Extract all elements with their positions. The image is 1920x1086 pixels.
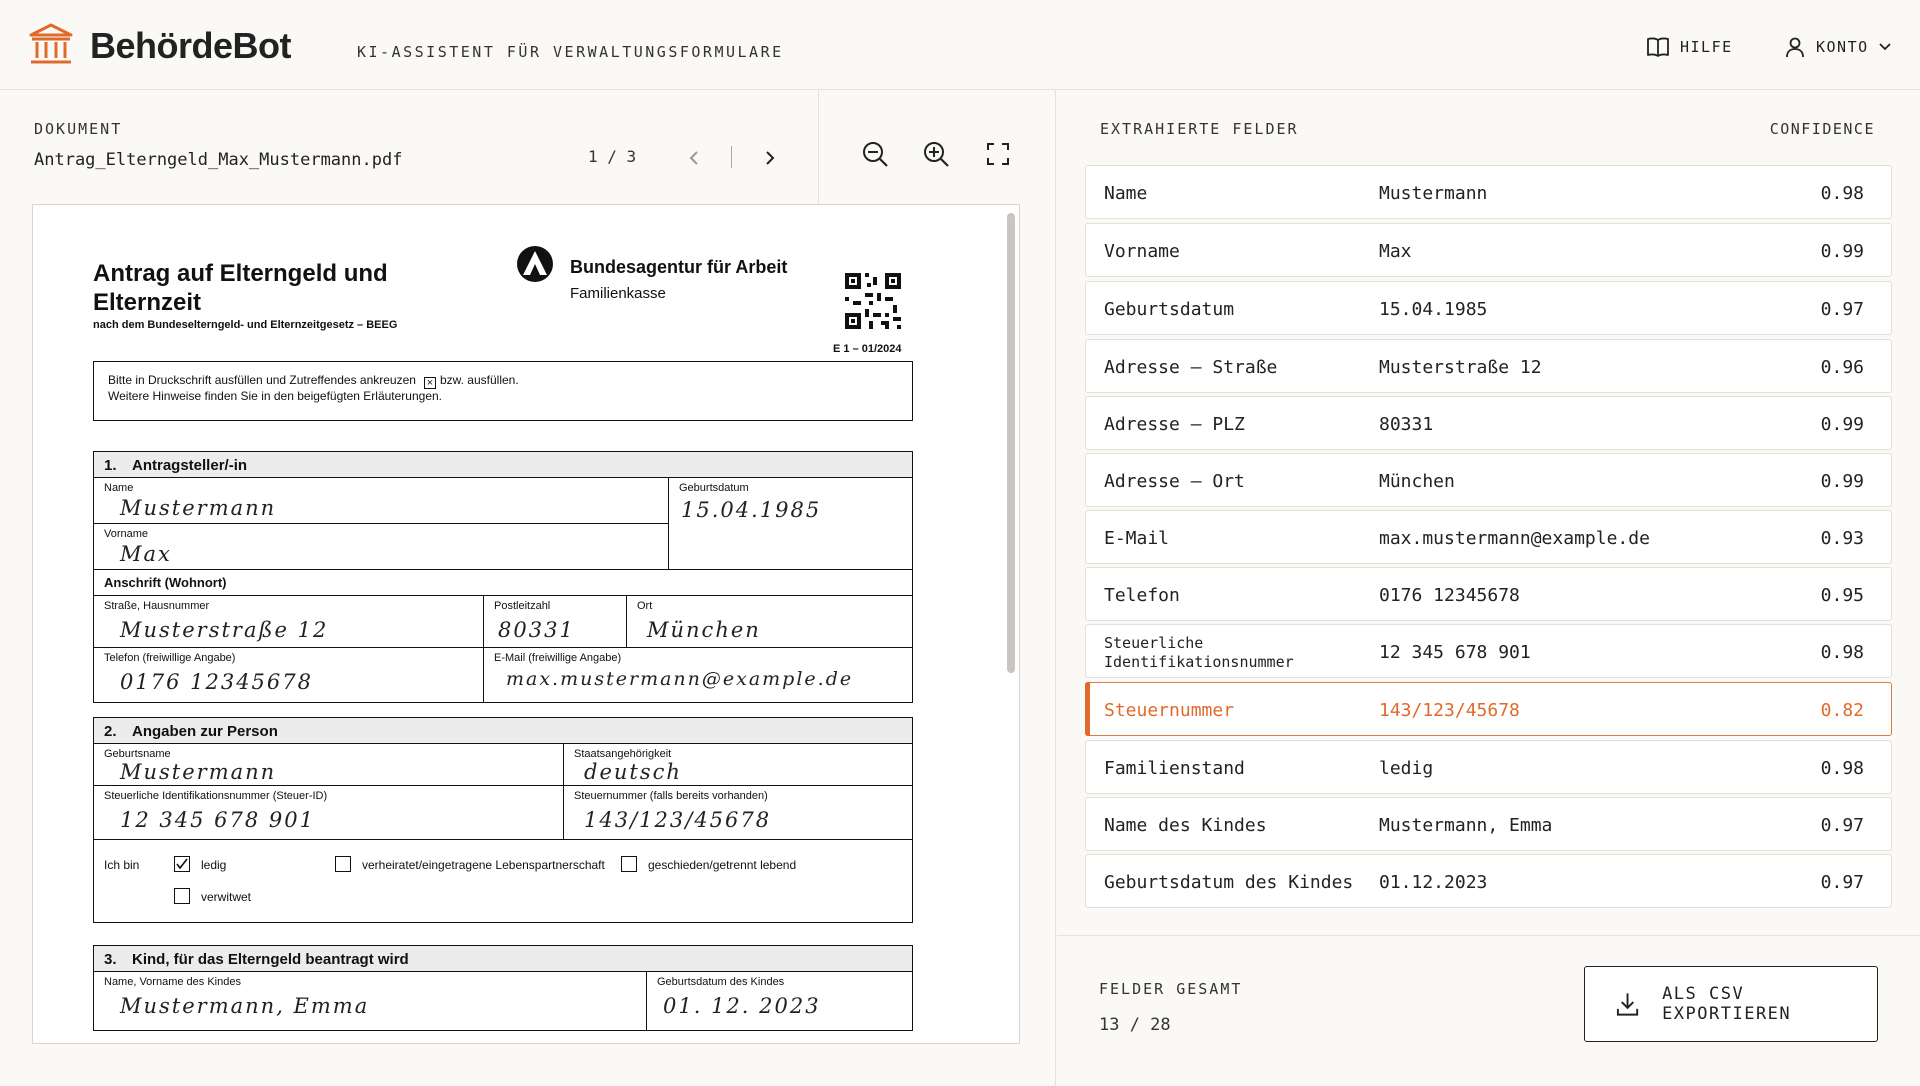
chevron-down-icon (1879, 43, 1891, 51)
field-name-line1: Steuerliche (1104, 634, 1204, 652)
field-row-steuernummer-highlighted[interactable]: Steuernummer 143/123/45678 0.82 (1085, 682, 1892, 736)
field-row-kind-name[interactable]: Name des Kindes Mustermann, Emma 0.97 (1085, 797, 1892, 851)
field-name-line2: Identifikationsnummer (1104, 653, 1294, 671)
footer-divider (1057, 935, 1920, 936)
book-icon (1646, 36, 1670, 58)
form-field-child-name[interactable]: Name, Vorname des Kindes Mustermann, Emma (94, 972, 647, 1030)
form-section-applicant (93, 451, 913, 703)
form-field-child-dob[interactable]: Geburtsdatum des Kindes 01. 12. 2023 (657, 976, 821, 1018)
form-title (93, 259, 433, 317)
form-field-name[interactable]: Name Mustermann (94, 478, 669, 524)
user-icon (1784, 36, 1806, 58)
total-fields-value: 13 / 28 (1099, 1015, 1171, 1035)
form-section-person (93, 717, 913, 923)
zoom-in-icon (922, 140, 950, 168)
form-code: E 1 – 01/2024 (833, 343, 902, 355)
help-label: HILFE (1680, 38, 1733, 56)
chevron-right-icon (765, 150, 775, 166)
form-field-email[interactable]: E-Mail (freiwillige Angabe) max.mustermann@example.de (494, 652, 854, 690)
form-field-taxnum[interactable]: Steuernummer (falls bereits vorhanden) 143/123/45678 (564, 786, 912, 840)
hint-text-1: Bitte in Druckschrift ausfüllen und Zutreffendes ankreuzen (108, 373, 416, 387)
document-section-label: DOKUMENT (34, 120, 123, 138)
form-field-taxid[interactable]: Steuerliche Identifikationsnummer (Steuer-ID) 12 345 678 901 (94, 786, 564, 840)
checkbox-verheiratet[interactable] (335, 856, 351, 872)
crossed-box-icon: × (424, 377, 436, 389)
agency-name: Bundesagentur für Arbeit (570, 257, 788, 277)
account-menu-button[interactable] (1784, 36, 1891, 58)
option-verwitwet-label: verwitwet (201, 890, 252, 904)
app-title: BehördeBot (90, 25, 291, 66)
viewer-scrollbar[interactable] (1007, 213, 1015, 673)
help-button[interactable] (1646, 36, 1733, 58)
document-viewer[interactable] (32, 204, 1020, 1044)
field-row-familienstand[interactable]: Familienstand ledig 0.98 (1085, 740, 1892, 794)
form-hint-box (93, 361, 913, 421)
fullscreen-button[interactable] (980, 136, 1016, 172)
field-row-strasse[interactable]: Adresse – Straße Musterstraße 12 0.96 (1085, 339, 1892, 393)
pager-separator (731, 146, 732, 168)
agency-subtitle: Familienkasse (570, 285, 666, 302)
qr-code-icon (845, 273, 901, 329)
option-verheiratet-label: verheiratet/eingetragene Lebenspartnerschaft (362, 858, 605, 872)
option-ledig-label: ledig (201, 858, 227, 872)
field-row-plz[interactable]: Adresse – PLZ 80331 0.99 (1085, 396, 1892, 450)
account-label: KONTO (1816, 38, 1869, 56)
document-panel (0, 90, 1056, 1086)
section-header: 2. Angaben zur Person (94, 718, 912, 744)
field-row-kind-geburtsdatum[interactable]: Geburtsdatum des Kindes 01.12.2023 0.97 (1085, 854, 1892, 908)
toolbar-divider (818, 90, 819, 205)
hint-text-2: bzw. ausfüllen. (439, 373, 519, 387)
confidence-header: CONFIDENCE (1769, 120, 1875, 138)
field-row-steuer-id[interactable]: Steuerliche Identifikationsnummer 12 345 678 901 0.98 (1085, 624, 1892, 678)
zoom-in-button[interactable] (918, 136, 954, 172)
form-field-nationality[interactable]: Staatsangehörigkeit deutsch (564, 744, 912, 786)
prev-page-button[interactable] (680, 144, 708, 172)
document-filename: Antrag_Elterngeld_Max_Mustermann.pdf (34, 150, 403, 170)
export-csv-label: ALS CSV EXPORTIEREN (1662, 984, 1792, 1024)
zoom-out-button[interactable] (857, 136, 893, 172)
form-field-vorname[interactable]: Vorname Max (94, 524, 669, 570)
next-page-button[interactable] (756, 144, 784, 172)
checkbox-verwitwet[interactable] (174, 888, 190, 904)
form-field-phone[interactable]: Telefon (freiwillige Angabe) 0176 12345678 (94, 648, 484, 702)
field-row-ort[interactable]: Adresse – Ort München 0.99 (1085, 453, 1892, 507)
export-csv-button[interactable] (1584, 966, 1878, 1042)
section-header: 1. Antragsteller/-in (94, 452, 912, 478)
page-indicator: 1 / 3 (588, 147, 637, 166)
zoom-out-icon (861, 140, 889, 168)
form-field-plz[interactable]: Postleitzahl 80331 (484, 596, 627, 648)
checkmark-icon (175, 857, 189, 871)
app-header (0, 0, 1920, 90)
download-icon (1615, 991, 1640, 1017)
form-subtitle: nach dem Bundeselterngeld- und Elternzeitgesetz – BEEG (93, 319, 398, 331)
field-row-geburtsdatum[interactable]: Geburtsdatum 15.04.1985 0.97 (1085, 281, 1892, 335)
app-tagline: KI-ASSISTENT FÜR VERWALTUNGSFORMULARE (357, 43, 784, 61)
field-row-email[interactable]: E-Mail max.mustermann@example.de 0.93 (1085, 510, 1892, 564)
form-field-birthname[interactable]: Geburtsname Mustermann (94, 744, 564, 786)
government-building-icon (28, 22, 74, 68)
field-row-telefon[interactable]: Telefon 0176 12345678 0.95 (1085, 567, 1892, 621)
checkbox-ledig[interactable] (174, 856, 190, 872)
agency-logo-icon (516, 245, 554, 283)
form-field-dob[interactable]: Geburtsdatum 15.04.1985 (669, 478, 912, 570)
extracted-fields-panel (1057, 90, 1920, 1086)
field-row-name[interactable]: Name Mustermann 0.98 (1085, 165, 1892, 219)
checkbox-geschieden[interactable] (621, 856, 637, 872)
hint-text-3: Weitere Hinweise finden Sie in den beigefügten Erläuterungen. (108, 389, 442, 403)
marital-status-label: Ich bin (104, 858, 140, 872)
form-title-line1: Antrag auf Elterngeld und (93, 260, 388, 287)
form-section-child (93, 945, 913, 1031)
option-geschieden-label: geschieden/getrennt lebend (648, 858, 797, 872)
total-fields-label: FELDER GESAMT (1099, 980, 1243, 998)
chevron-left-icon (689, 150, 699, 166)
form-field-street[interactable]: Straße, Hausnummer Musterstraße 12 (94, 596, 484, 648)
extracted-fields-title: EXTRAHIERTE FELDER (1100, 120, 1299, 138)
field-row-vorname[interactable]: Vorname Max 0.99 (1085, 223, 1892, 277)
form-field-ort[interactable]: Ort München (627, 596, 912, 648)
section-header: 3. Kind, für das Elterngeld beantragt wird (94, 946, 912, 972)
fullscreen-icon (986, 142, 1010, 166)
address-heading: Anschrift (Wohnort) (94, 570, 912, 596)
form-title-line2: Elternzeit (93, 289, 202, 316)
